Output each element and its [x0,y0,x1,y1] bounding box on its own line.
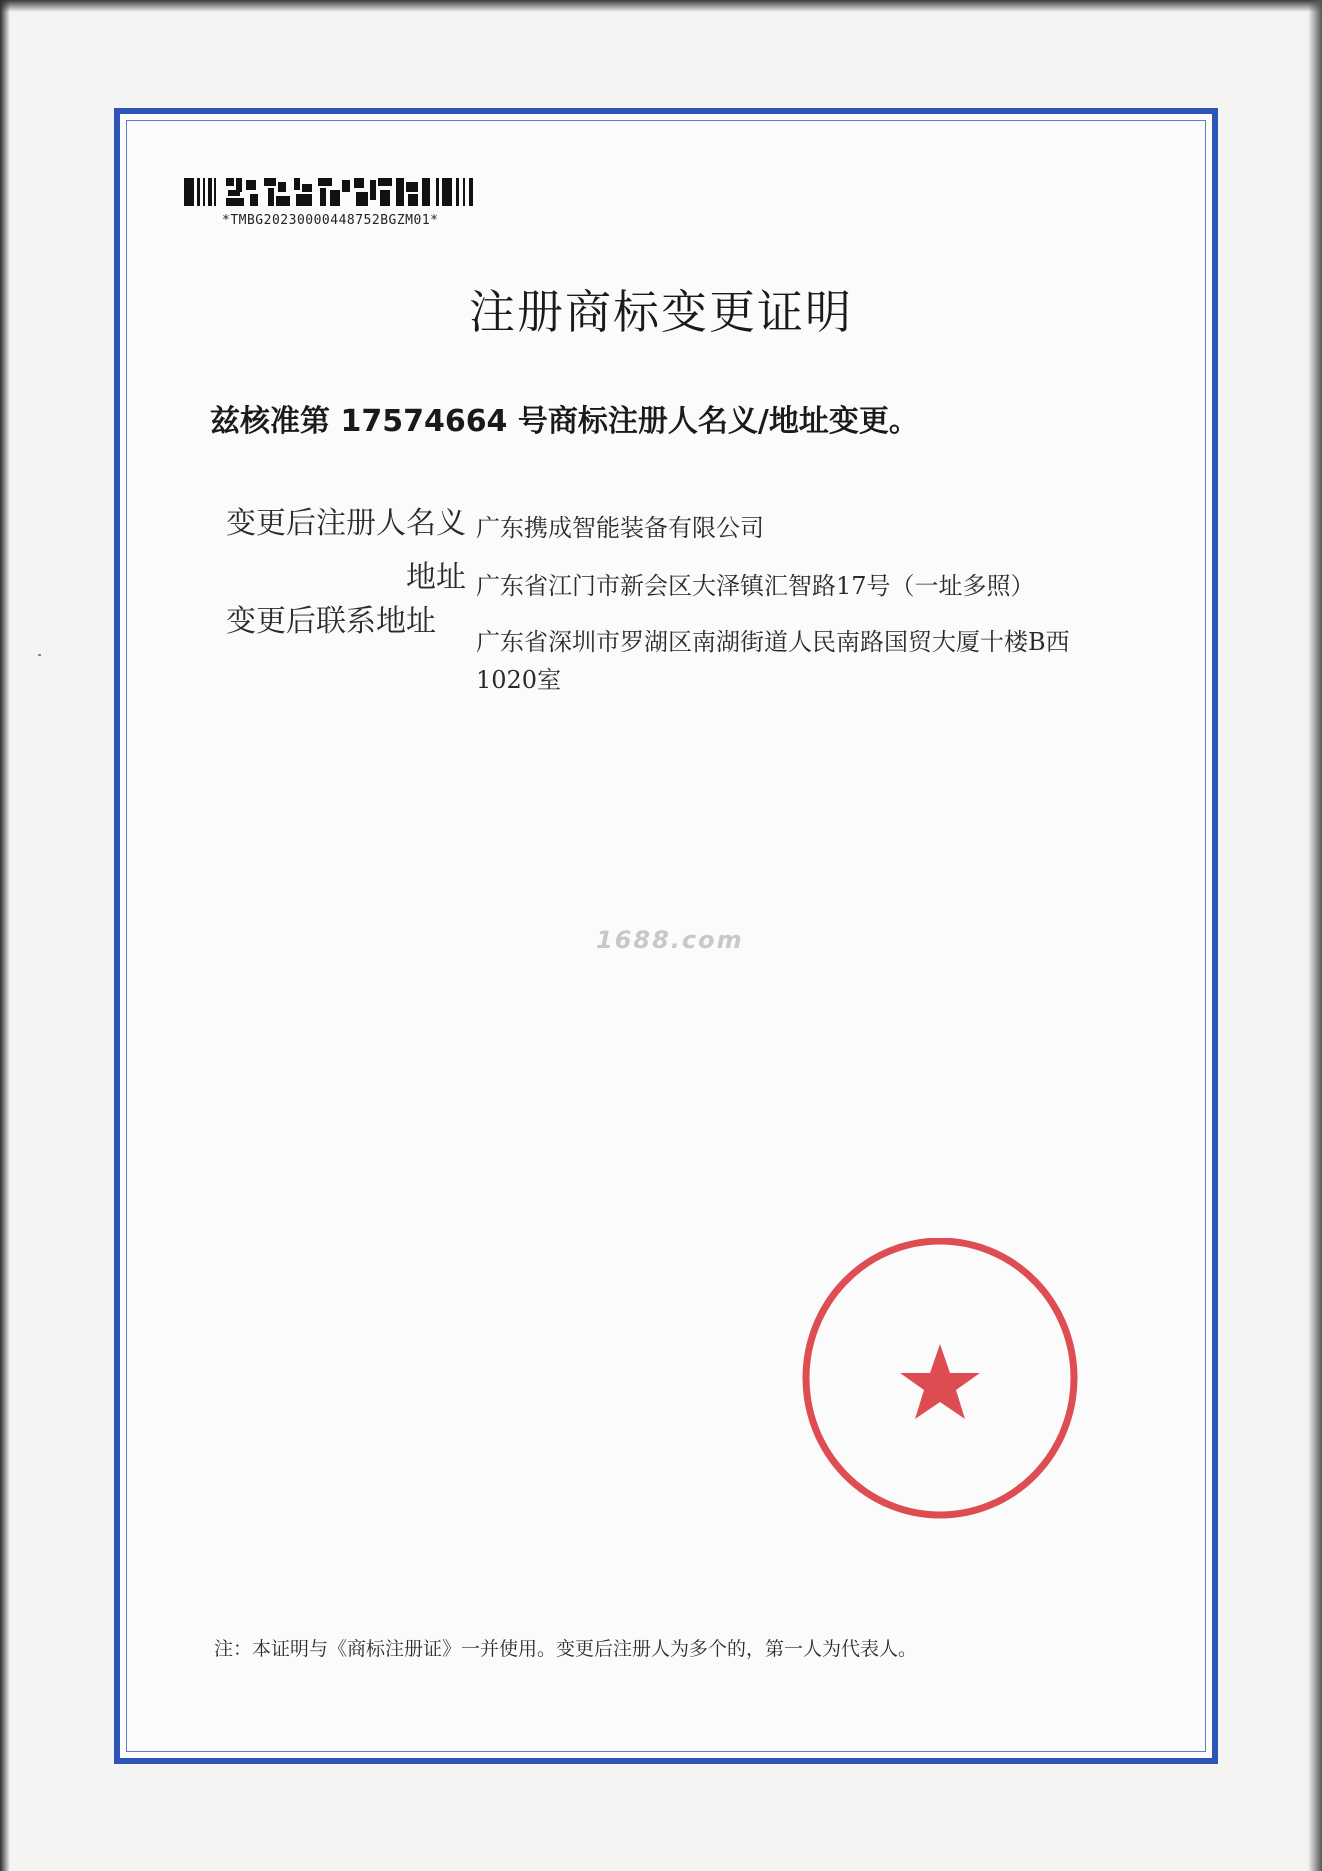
contact-address-value: 广东省深圳市罗湖区南湖街道人民南路国贸大厦十楼B西 [476,628,1070,656]
contact-address-label: 变更后联系地址 [226,604,436,639]
seal-star-icon [900,1344,980,1419]
contact-address-value-line2: 1020室 [476,666,562,694]
barcode-number: *TMBG20230000448752BGZM01* [222,213,439,228]
scan-edge-top [0,0,1322,12]
page-title: 注册商标变更证明 [469,285,853,339]
address-label: 地址 [406,560,466,595]
watermark: 1688.com [596,926,744,954]
footnote: 注：本证明与《商标注册证》一并使用。变更后注册人为多个的，第一人为代表人。 [214,1638,918,1660]
registrant-name-label: 变更后注册人名义 [226,506,466,541]
scan-speck [38,654,41,656]
official-seal [800,1238,1080,1528]
address-value: 广东省江门市新会区大泽镇汇智路17号（一址多照） [476,572,1035,600]
barcode [184,174,484,210]
approval-statement: 兹核准第 17574664 号商标注册人名义/地址变更。 [210,404,919,439]
registrant-name-value: 广东携成智能装备有限公司 [476,514,764,542]
